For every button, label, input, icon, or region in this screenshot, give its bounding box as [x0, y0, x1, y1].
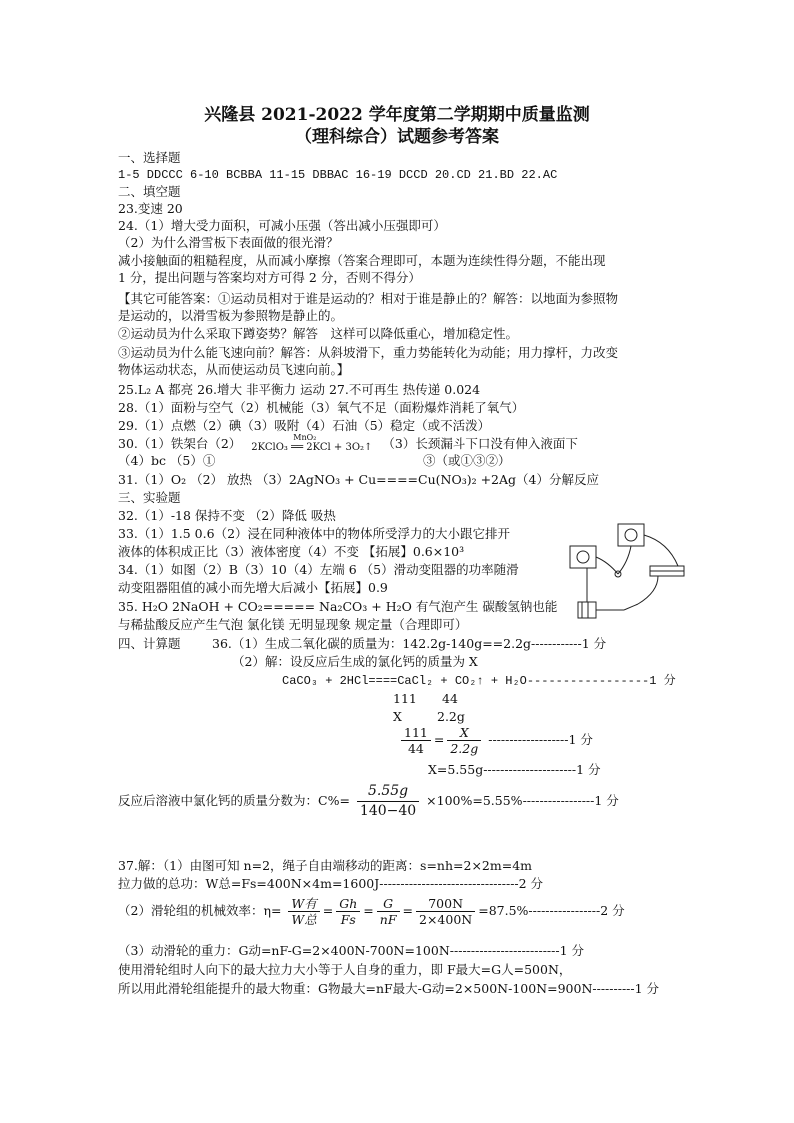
answer-24-line: 物体运动状态，从而使运动员飞速向前。】 [118, 362, 350, 377]
proportion-score: -------------------1 分 [488, 732, 593, 747]
answer-33-line1: 33.（1）1.5 0.6（2）浸在同种液体中的物体所受浮力的大小跟它排开 [118, 526, 511, 541]
choice-answers: 1-5 DDCCC 6-10 BCBBA 11-15 DBBAC 16-19 DCCD 20.CD 21.BD 22.AC [118, 168, 558, 182]
answer-30-line3: ③（或①③②） [423, 453, 511, 468]
switch [624, 604, 638, 610]
equation-kclo3 [251, 433, 373, 456]
ammeter-dial [625, 529, 637, 541]
answer-36-line1: 36.（1）生成二氧化碳的质量为：142.2g-140g==2.2g------------1 分 [212, 636, 607, 651]
mass-fraction-prefix: 反应后溶液中氯化钙的质量分数为：C%= [118, 793, 350, 808]
answer-35-line2: 与稀盐酸反应产生气泡 氯化镁 无明显现象 规定量（合理即可） [118, 617, 468, 632]
wire [644, 535, 678, 566]
answer-x-result: X=5.55g----------------------1 分 [428, 762, 601, 777]
section-2-heading: 二、填空题 [118, 184, 181, 199]
answer-36-line2: （2）解：设反应后生成的氯化钙的质量为 X [232, 654, 478, 669]
answer-32: 32.（1）-18 保持不变 （2）降低 吸热 [118, 508, 336, 523]
answer-30-suffix: （3）长颈漏斗下口没有伸入液面下 [382, 436, 578, 451]
wire [638, 576, 658, 604]
circuit-diagram [568, 522, 686, 622]
proportion-equation: $\frac{111}{44}$ = $\frac{X}{2.2g}$ -------------------1 分 [398, 725, 593, 756]
fraction: $\frac{111}{44}$ [401, 725, 431, 756]
wire [596, 557, 618, 574]
answer-24-line: 1 分，提出问题与答案均对方可得 2 分，否则不得分） [118, 270, 421, 285]
answer-34-line2: 动变阻器阻值的减小而先增大后减小【拓展】0.9 [118, 580, 388, 595]
efficiency-suffix: =87.5%-----------------2 分 [478, 903, 625, 918]
answer-24-line: 减小接触面的粗糙程度，从而减小摩擦（答案合理即可，本题为连续性得分题，不能出现 [118, 253, 606, 268]
answer-37-line4: （3）动滑轮的重力：G动=nF-G=2×400N-700N=100N--------------------------1 分 [118, 943, 585, 958]
answer-24-line: 24.（1）增大受力面积，可减小压强（答出减小压强即可） [118, 218, 446, 233]
answer-31: 31.（1）O₂ （2） 放热 （3）2AgNO₃ + Cu====Cu(NO₃)₂ +2Ag（4）分解反应 [118, 472, 599, 487]
ratio-x: X [393, 709, 402, 724]
ratio-111: 111 [393, 691, 417, 706]
answer-25-27: 25.L₂ A 都亮 26.增大 非平衡力 运动 27.不可再生 热传递 0.024 [118, 382, 481, 397]
title-line1: 兴隆县 2021-2022 学年度第二学期期中质量监测 [204, 105, 590, 125]
answer-34-line1: 34.（1）如图（2）B（3）10（4）左端 6 （5）滑动变阻器的功率随滑 [118, 562, 519, 577]
efficiency-line: （2）滑轮组的机械效率：η= $\frac{\text{W有}}{\text{W总}}$ = $\frac{Gh}{Fs}$ = $\frac{G}{nF}$ = $\frac{700N}{2\times 400N}$ =87.5%-----------------2 分 [118, 896, 625, 927]
voltmeter [570, 546, 596, 568]
answer-24-line: ③运动员为什么能飞速向前？解答：从斜坡滑下，重力势能转化为动能；用力撑杆，力改变 [118, 345, 619, 360]
answer-33-line2: 液体的体积成正比（3）液体密度（4）不变 【拓展】0.6×10³ [118, 544, 465, 559]
mass-fraction: $\frac{5.55g}{140-40}$ [357, 782, 419, 821]
ratio-44: 44 [442, 691, 458, 706]
ammeter [618, 524, 644, 546]
equation-kclo3-text: 2KClO₃ ══ 2KCl + 3O₂↑ [251, 442, 373, 453]
answer-37-line2: 拉力做的总功：W总=Fs=400N×4m=1600J---------------------------------2 分 [118, 876, 544, 891]
fraction: $\frac{X}{2.2g}$ [447, 725, 481, 756]
fraction: $\frac{700N}{2\times 400N}$ [416, 896, 475, 927]
answer-28: 28.（1）面粉与空气（2）机械能（3）氧气不足（面粉爆炸消耗了氧气） [118, 400, 525, 415]
voltmeter-dial [577, 551, 589, 563]
fraction: $\frac{Gh}{Fs}$ [336, 896, 360, 927]
ratio-2-2g: 2.2g [437, 709, 465, 724]
mass-fraction-line [118, 782, 619, 821]
title-line2: （理科综合）试题参考答案 [295, 127, 499, 147]
fraction: $\frac{G}{nF}$ [377, 896, 400, 927]
answer-36-equation: CaCO₃ + 2HCl====CaCl₂ + CO₂↑ + H₂O-----------------1 分 [282, 674, 676, 688]
section-3-heading: 三、实验题 [118, 490, 181, 505]
answer-24-line: 是运动的，以滑雪板为参照物是静止的。 [118, 308, 344, 323]
battery [578, 602, 596, 618]
answer-24-line: 【其它可能答案：①运动员相对于谁是运动的？相对于谁是静止的？解答：以地面为参照物 [118, 291, 619, 306]
section-1-heading: 一、选择题 [118, 150, 181, 165]
wire [618, 546, 631, 574]
fraction: $\frac{\text{W有}}{\text{W总}}$ [288, 896, 319, 927]
answer-24-line: ②运动员为什么采取下蹲姿势？解答 这样可以降低重心，增加稳定性。 [118, 326, 519, 341]
answer-24-line: （2）为什么滑雪板下表面做的很光滑？ [118, 235, 339, 250]
answer-23: 23.变速 20 [118, 201, 183, 216]
answer-29: 29.（1）点燃（2）碘（3）吸附（4）石油（5）稳定（或不活泼） [118, 418, 491, 433]
answer-37-line5: 使用滑轮组时人向下的最大拉力大小等于人自身的重力，即 F最大=G人=500N， [118, 962, 572, 977]
answer-30-prefix: 30.（1）铁架台（2） [118, 436, 242, 451]
catalyst-mno2: MnO₂ [293, 433, 317, 442]
section-4-heading: 四、计算题 [118, 636, 181, 651]
answer-37-line1: 37.解：（1）由图可知 n=2，绳子自由端移动的距离：s=nh=2×2m=4m [118, 858, 533, 873]
efficiency-prefix: （2）滑轮组的机械效率：η= [118, 903, 282, 918]
answer-35-line1: 35. H₂O 2NaOH + CO₂===== Na₂CO₃ + H₂O 有气泡产生 碳酸氢钠也能 [118, 599, 558, 614]
answer-30-line2: （4）bc （5）① [118, 453, 216, 468]
mass-fraction-suffix: ×100%=5.55%-----------------1 分 [426, 793, 619, 808]
answer-37-line6: 所以用此滑轮组能提升的最大物重：G物最大=nF最大-G动=2×500N-100N=900N----------1 分 [118, 981, 660, 996]
